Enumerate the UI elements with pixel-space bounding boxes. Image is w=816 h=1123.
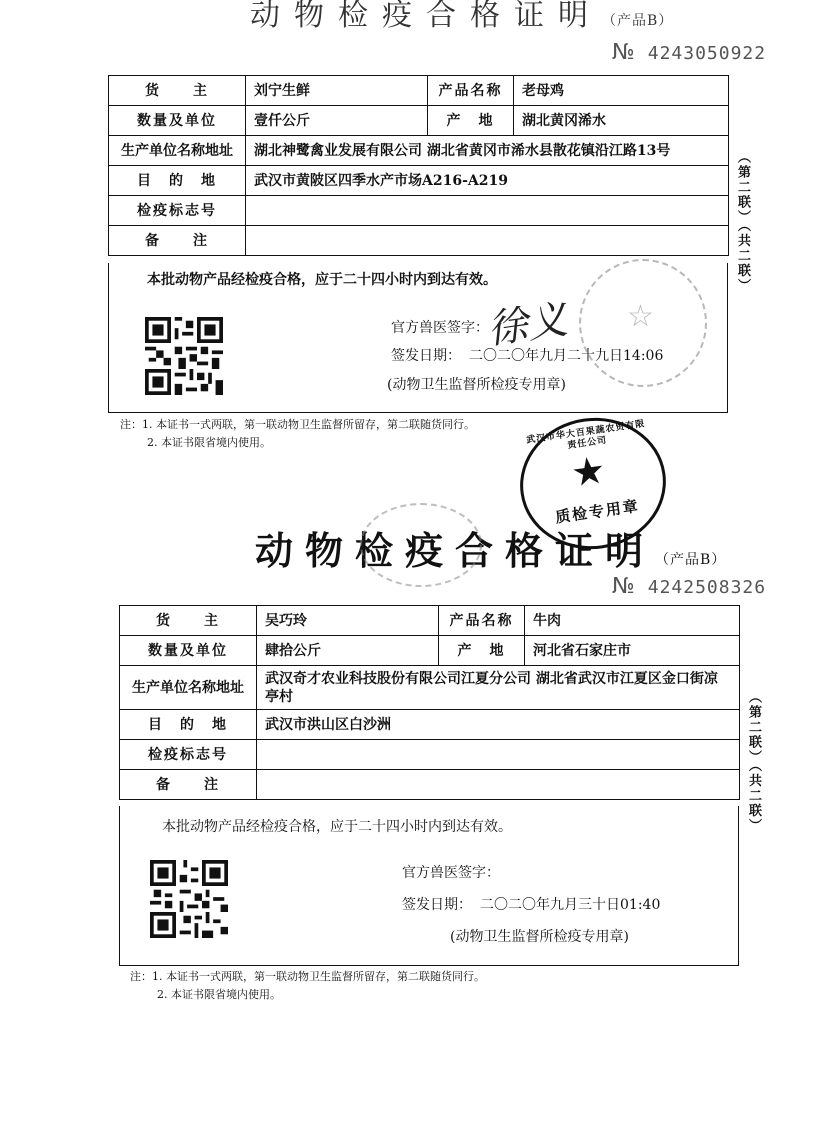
certificate-1-serial: № 4243050922 [612,40,767,65]
vet-signature: 徐义 [484,296,571,354]
vet-signature-label: 官方兽医签字： [391,320,489,336]
stamp-caption: (动物卫生监督所检疫专用章) [450,929,629,945]
issue-date-label: 签发日期： [402,897,472,913]
producer-value: 湖北神鹭禽业发展有限公司 湖北省黄冈市浠水县散花镇沿江路13号 [246,136,729,166]
origin-value: 河北省石家庄市 [525,636,740,666]
note-1: 注：1. 本证书一式两联，第一联动物卫生监督所留存，第二联随货同行。 [120,418,475,431]
company-seal-center-text: 质检专用章 [554,496,641,527]
note-2: 2. 本证书限省境内使用。 [157,988,281,1001]
certificate-1-notes [120,416,475,452]
statement: 本批动物产品经检疫合格，应于二十四小时内到达有效。 [162,819,512,835]
product-value: 牛肉 [525,606,740,636]
issue-date: 二〇二〇年九月三十日01:40 [480,897,661,913]
qr-code [150,858,228,940]
issue-date-label: 签发日期： [391,348,461,364]
company-seal-text: 武汉市华大百果蔬农贸有限责任公司 [525,419,646,452]
remark-value [246,226,729,256]
destination-label: 目 的 地 [120,710,257,740]
qty-label: 数量及单位 [109,106,246,136]
vet-office-seal [579,259,707,387]
qty-label: 数量及单位 [120,636,257,666]
product-value: 老母鸡 [514,76,729,106]
origin-value: 湖北黄冈浠水 [514,106,729,136]
qr-code-icon [150,858,228,940]
product-label: 产品名称 [439,606,525,636]
certificate-1-table [108,75,729,256]
certificate-2-table [119,605,740,800]
note-1: 注：1. 本证书一式两联，第一联动物卫生监督所留存，第二联随货同行。 [130,970,485,983]
producer-label: 生产单位名称地址 [120,666,257,710]
qty-value: 肆拾公斤 [257,636,439,666]
star-icon: ★ [568,447,609,496]
owner-label: 货 主 [120,606,257,636]
vet-signature-label: 官方兽医签字： [402,865,500,881]
note-2: 2. 本证书限省境内使用。 [147,436,271,449]
issue-date: 二〇二〇年九月二十九日14:06 [469,348,664,364]
qty-value: 壹仟公斤 [246,106,428,136]
certificate-2-serial: № 4242508326 [612,574,767,599]
mark-label: 检疫标志号 [120,740,257,770]
origin-label: 产 地 [428,106,514,136]
owner-value: 刘宁生鲜 [246,76,428,106]
star-icon: ☆ [627,299,654,334]
certificate-2-title: 动物检疫合格证明（产品B） [255,528,727,573]
faint-round-seal [360,503,482,587]
owner-label: 货 主 [109,76,246,106]
certificate-1-side-note: （第二联）（共二联） [735,150,750,294]
certificate-1-signature-area [108,263,728,413]
producer-value: 武汉奇才农业科技股份有限公司江夏分公司 湖北省武汉市江夏区金口街凉亭村 [257,666,740,710]
destination-value: 武汉市洪山区白沙洲 [257,710,740,740]
remark-label: 备 注 [120,770,257,800]
stamp-caption: (动物卫生监督所检疫专用章) [387,377,566,393]
owner-value: 吴巧玲 [257,606,439,636]
statement: 本批动物产品经检疫合格，应于二十四小时内到达有效。 [147,272,497,288]
destination-label: 目 的 地 [109,166,246,196]
certificate-1-title: 动物检疫合格证明（产品B） [250,0,674,33]
remark-label: 备 注 [109,226,246,256]
product-label: 产品名称 [428,76,514,106]
mark-value [257,740,740,770]
certificate-2-side-note: （第二联）（共二联） [746,690,761,834]
certificate-2-notes [130,968,485,1004]
mark-label: 检疫标志号 [109,196,246,226]
producer-label: 生产单位名称地址 [109,136,246,166]
mark-value [246,196,729,226]
qr-code-icon [145,315,223,397]
remark-value [257,770,740,800]
destination-value: 武汉市黄陂区四季水产市场A216-A219 [246,166,729,196]
qr-code [145,315,223,397]
origin-label: 产 地 [439,636,525,666]
certificate-2-signature-area [119,806,739,966]
